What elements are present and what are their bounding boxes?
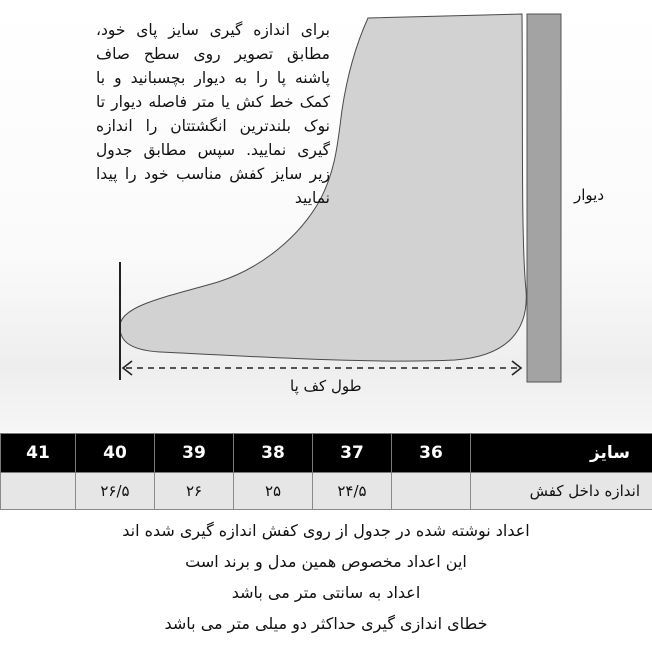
- size-cell: 40: [76, 434, 155, 473]
- insole-length-cell: ۲۶: [155, 473, 234, 510]
- size-table: [0, 433, 652, 510]
- note-line: اعداد نوشته شده در جدول از روی کفش اندازه گیری شده اند: [122, 521, 530, 540]
- wall: [527, 14, 561, 382]
- insole-length-cell: ۲۵: [234, 473, 313, 510]
- insole-length-cell: [392, 473, 471, 510]
- size-cell: 38: [234, 434, 313, 473]
- size-cell: 39: [155, 434, 234, 473]
- size-cell: 41: [1, 434, 76, 473]
- note-line: این اعداد مخصوص همین مدل و برند است: [185, 552, 467, 571]
- note-line: خطای اندازی گیری حداکثر دو میلی متر می باشد: [164, 614, 488, 633]
- size-header-row: [1, 434, 652, 473]
- insole-length-label: اندازه داخل کفش: [471, 473, 652, 510]
- foot-length-label: طول کف پا: [290, 377, 362, 395]
- size-cell: 37: [313, 434, 392, 473]
- insole-length-cell: ۲۶/۵: [76, 473, 155, 510]
- size-header-label: سایز: [471, 434, 652, 473]
- insole-length-row: [1, 473, 652, 510]
- measurement-instructions: برای اندازه گیری سایز پای خود، مطابق تصویر روی سطح صاف پاشنه پا را به دیوار بچسبانید و با کمک خط کش یا متر فاصله دیوار تا نوک بلندترین انگشتتان را اندازه گیری نمایید. سپس مطابق جدول زیر سایز کفش مناسب خود را پیدا نمایید: [96, 21, 330, 207]
- insole-length-cell: ۲۴/۵: [313, 473, 392, 510]
- notes-list: [0, 515, 652, 639]
- size-cell: 36: [392, 434, 471, 473]
- insole-length-cell: [1, 473, 76, 510]
- note-line: اعداد به سانتی متر می باشد: [231, 583, 421, 602]
- wall-label: دیوار: [574, 186, 605, 204]
